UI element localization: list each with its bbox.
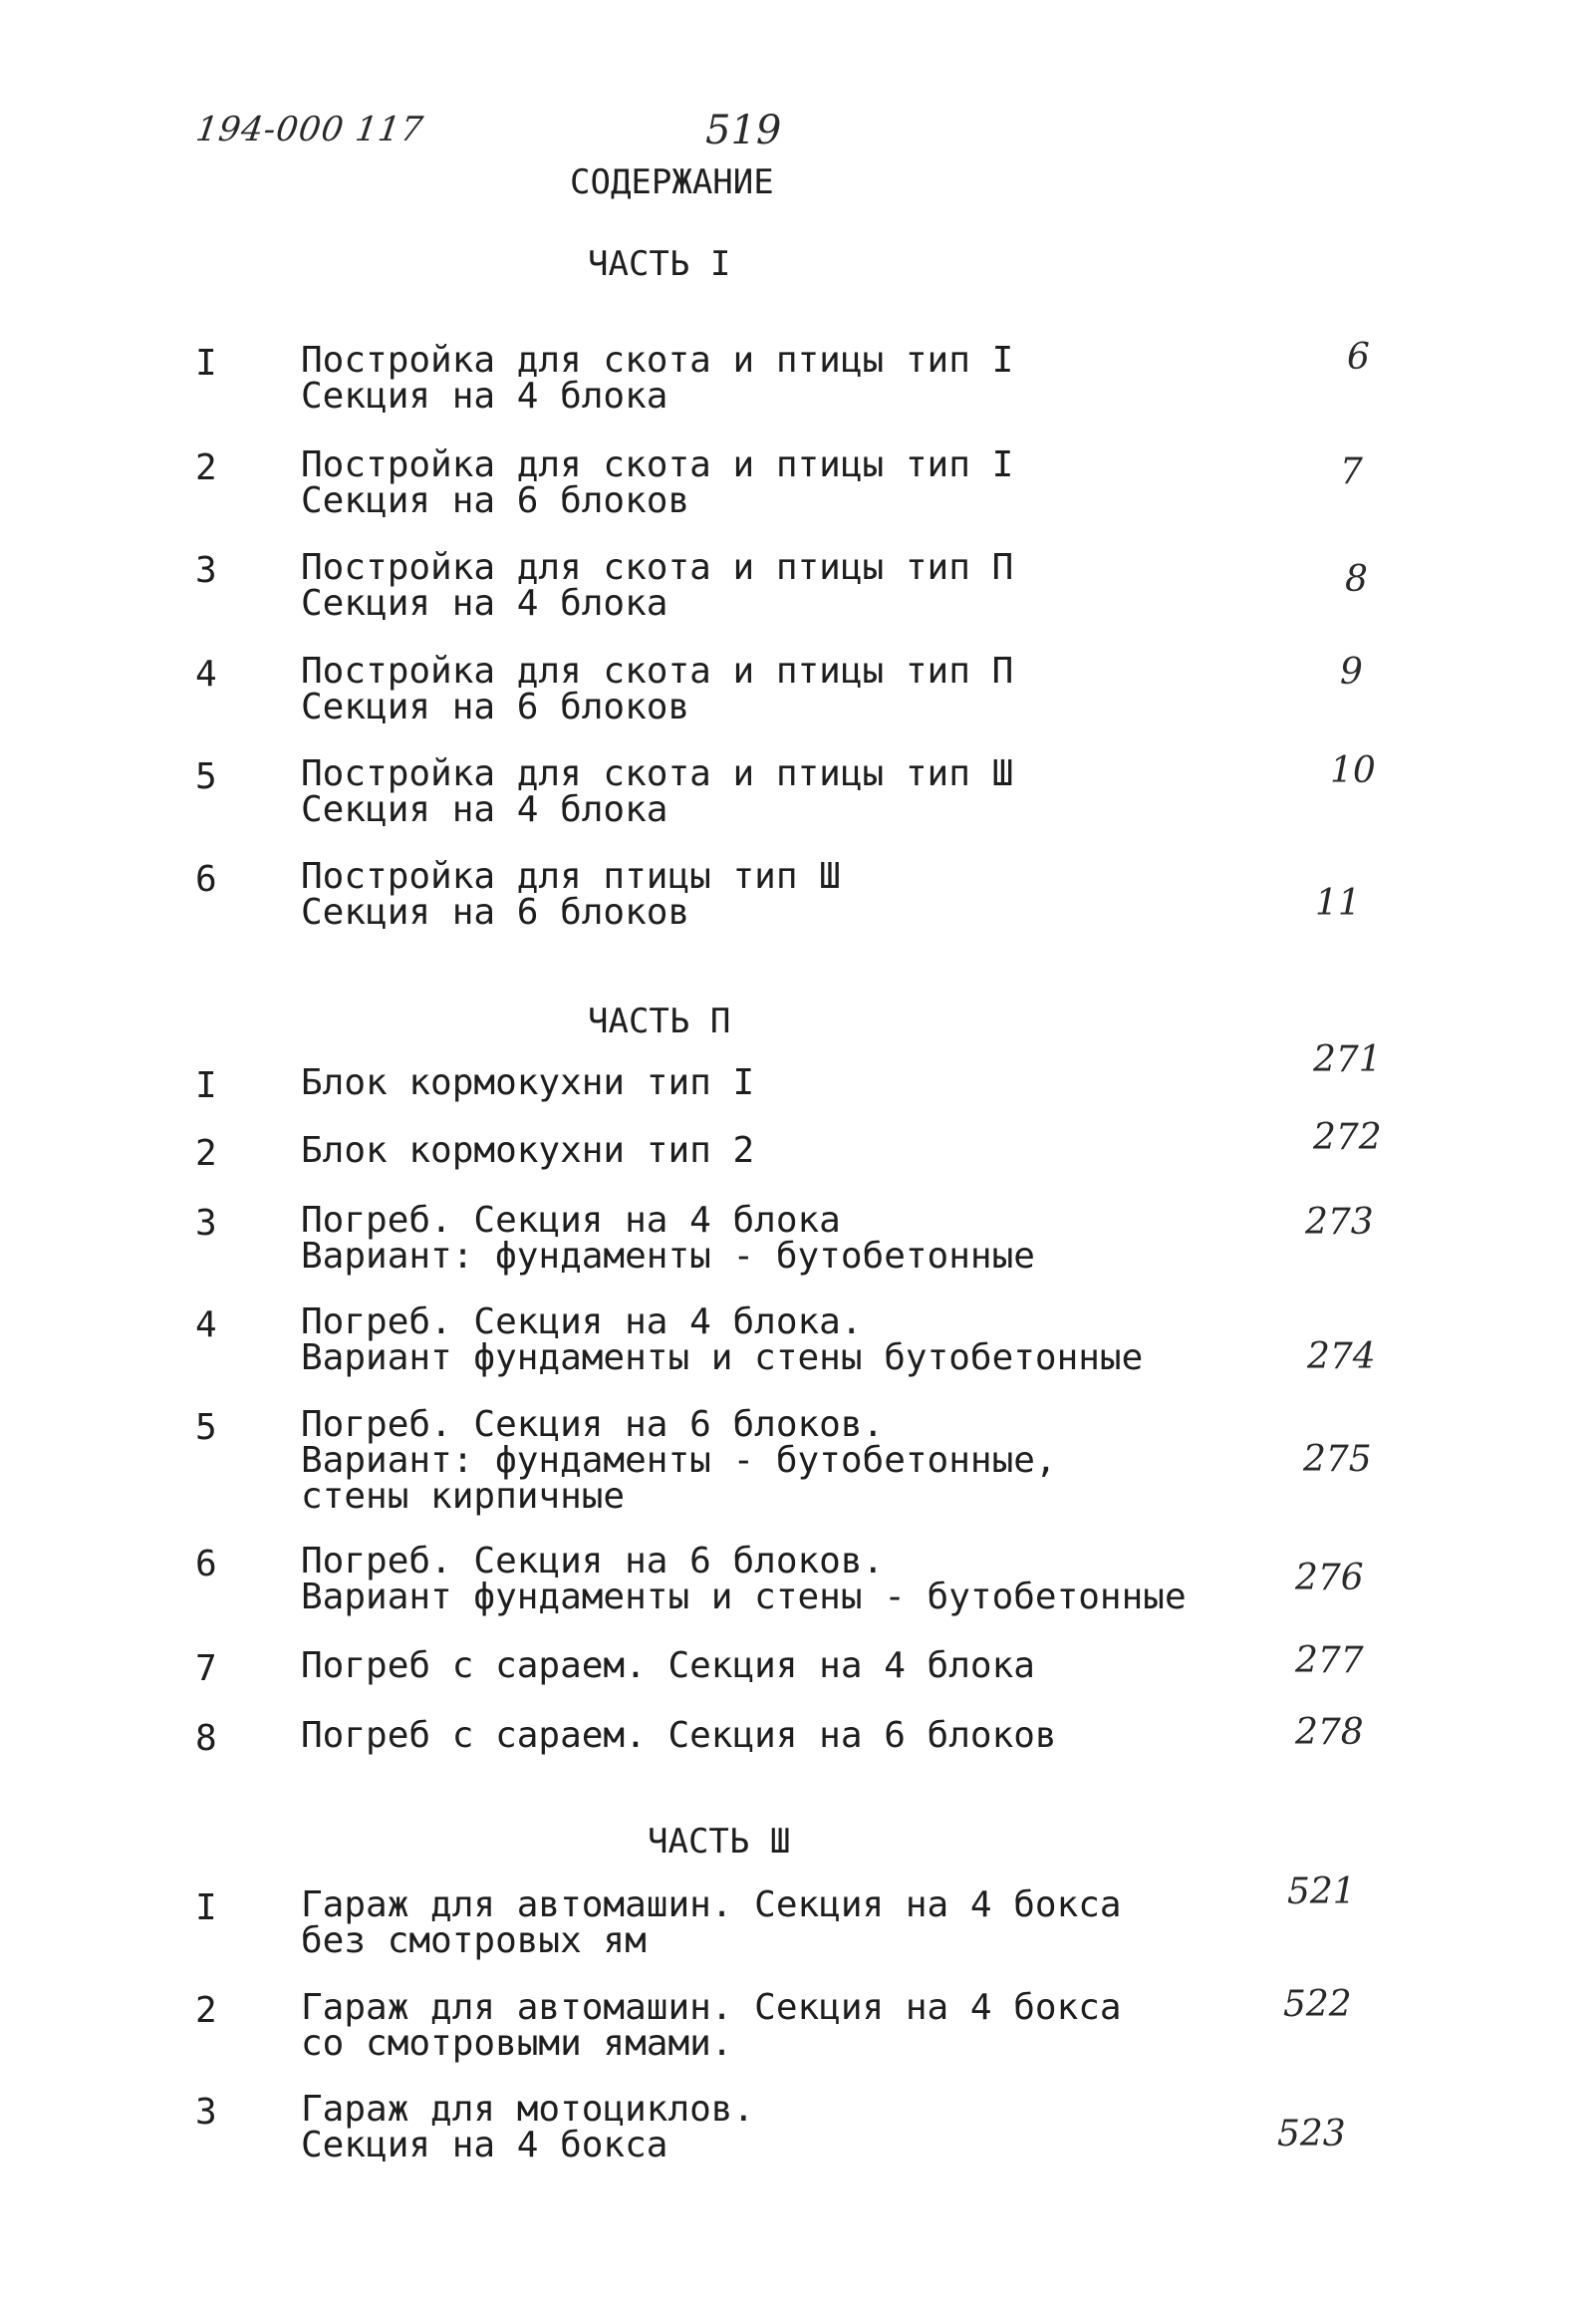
entry-title-line: Секция на 4 блока	[301, 583, 668, 624]
entry-page-number: 275	[1303, 1439, 1372, 1480]
entry-title	[301, 444, 1014, 521]
entry-title	[301, 1130, 755, 1171]
entry-title-line: Погреб с сараем. Секция на 6 блоков	[301, 1715, 1057, 1756]
document-code: 194-000 117	[193, 110, 426, 149]
entry-title-line: Секция на 6 блоков	[301, 892, 690, 933]
entry-title-line: Погреб. Секция на 4 блока	[301, 1200, 841, 1241]
entry-number: I	[195, 1065, 217, 1106]
entry-title-line: Гараж для мотоциклов.	[301, 2089, 755, 2130]
entry-title-line: Вариант фундаменты и стены - бутобетонные	[301, 1577, 1187, 1617]
entry-number: 6	[195, 859, 217, 900]
entry-page-number: 272	[1313, 1117, 1382, 1158]
entry-page-number: 7	[1340, 451, 1363, 492]
entry-title-line: Гараж для автомашин. Секция на 4 бокса	[301, 1884, 1122, 1925]
entry-number: 2	[195, 447, 217, 488]
entry-title-line: Вариант фундаменты и стены бутобетонные	[301, 1337, 1144, 1378]
entry-number: 5	[195, 1407, 217, 1448]
entry-number: I	[195, 1887, 217, 1928]
entry-page-number: 274	[1307, 1336, 1376, 1377]
entry-title	[301, 1062, 755, 1103]
entry-number: 6	[195, 1544, 217, 1584]
entry-page-number: 276	[1295, 1558, 1364, 1598]
entry-number: 3	[195, 1203, 217, 1244]
entry-page-number: 277	[1295, 1640, 1364, 1681]
entry-title	[301, 340, 1014, 417]
sheet-number: 519	[705, 108, 782, 153]
entry-title-line: со смотровыми ямами.	[301, 2023, 733, 2064]
entry-title-line: Постройка для скота и птицы тип I	[301, 340, 1014, 381]
entry-title	[301, 1645, 1035, 1686]
entry-title-line: Погреб. Секция на 6 блоков.	[301, 1404, 885, 1445]
entry-page-number: 521	[1287, 1871, 1356, 1912]
entry-title-line: Постройка для скота и птицы тип П	[301, 651, 1014, 692]
entry-title	[301, 753, 1014, 830]
entry-title-line: Блок кормокухни тип I	[301, 1062, 755, 1103]
entry-title-line: Вариант: фундаменты - бутобетонные,	[301, 1440, 1057, 1481]
part-title: ЧАСТЬ Ш	[648, 1822, 791, 1862]
entry-page-number: 6	[1347, 337, 1370, 378]
entry-page-number: 278	[1295, 1712, 1364, 1753]
entry-number: 3	[195, 550, 217, 591]
entry-title	[301, 856, 841, 933]
entry-title	[301, 651, 1014, 727]
entry-title	[301, 1884, 1122, 1961]
entry-page-number: 10	[1330, 750, 1376, 791]
entry-title-line: Постройка для скота и птицы тип П	[301, 547, 1014, 588]
entry-title-line: Погреб. Секция на 4 блока.	[301, 1301, 863, 1342]
entry-number: 5	[195, 756, 217, 797]
entry-title-line: Блок кормокухни тип 2	[301, 1130, 755, 1171]
entry-page-number: 271	[1313, 1039, 1382, 1080]
entry-number: 2	[195, 1990, 217, 2031]
entry-number: 3	[195, 2092, 217, 2133]
entry-title-line: Секция на 6 блоков	[301, 480, 690, 521]
entry-title	[301, 1200, 1035, 1277]
entry-title	[301, 1404, 1057, 1517]
entry-title-line: Секция на 6 блоков	[301, 687, 690, 727]
entry-title-line: стены кирпичные	[301, 1476, 626, 1517]
entry-title	[301, 1301, 1144, 1378]
entry-number: 4	[195, 654, 217, 695]
entry-title	[301, 1715, 1057, 1756]
entry-title	[301, 1987, 1122, 2064]
entry-title-line: Секция на 4 бокса	[301, 2125, 668, 2165]
contents-title: СОДЕРЖАНИЕ	[570, 162, 774, 202]
entry-title-line: Вариант: фундаменты - бутобетонные	[301, 1236, 1035, 1277]
entry-title	[301, 547, 1014, 624]
part-title: ЧАСТЬ I	[588, 244, 731, 284]
entry-page-number: 9	[1340, 652, 1363, 693]
entry-page-number: 523	[1277, 2114, 1346, 2155]
entry-number: 4	[195, 1304, 217, 1345]
entry-number: I	[195, 343, 217, 384]
entry-title-line: Погреб с сараем. Секция на 4 блока	[301, 1645, 1035, 1686]
entry-number: 7	[195, 1648, 217, 1689]
entry-title-line: Погреб. Секция на 6 блоков.	[301, 1541, 885, 1581]
entry-page-number: 522	[1283, 1984, 1352, 2025]
entry-title-line: без смотровых ям	[301, 1920, 647, 1961]
entry-title-line: Постройка для скота и птицы тип I	[301, 444, 1014, 485]
entry-page-number: 273	[1305, 1202, 1374, 1243]
entry-number: 2	[195, 1133, 217, 1174]
entry-title	[301, 1541, 1187, 1617]
entry-page-number: 11	[1315, 883, 1361, 924]
entry-title-line: Постройка для скота и птицы тип Ш	[301, 753, 1014, 794]
entry-title-line: Гараж для автомашин. Секция на 4 бокса	[301, 1987, 1122, 2028]
part-title: ЧАСТЬ П	[588, 1002, 731, 1041]
entry-title-line: Секция на 4 блока	[301, 789, 668, 830]
entry-title	[301, 2089, 755, 2165]
entry-page-number: 8	[1345, 559, 1368, 600]
entry-number: 8	[195, 1718, 217, 1759]
entry-title-line: Постройка для птицы тип Ш	[301, 856, 841, 897]
entry-title-line: Секция на 4 блока	[301, 376, 668, 417]
